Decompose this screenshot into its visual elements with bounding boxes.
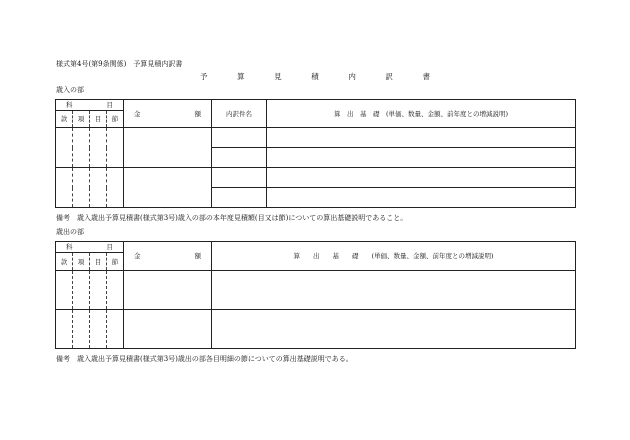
moku-cell[interactable] xyxy=(90,168,107,208)
form-number-label: 様式第4号(第9条関係) 予算見積内訳書 xyxy=(56,60,183,68)
title-char: 訳 xyxy=(385,72,393,81)
title-char: 内 xyxy=(348,72,356,81)
amount-cell[interactable] xyxy=(124,310,212,349)
item-name-cell[interactable] xyxy=(212,128,267,148)
basis-cell[interactable] xyxy=(212,310,576,349)
amount-header: 金 額 xyxy=(124,100,212,128)
kan-cell[interactable] xyxy=(56,128,73,168)
setsu-cell[interactable] xyxy=(107,168,124,208)
setsu-cell[interactable] xyxy=(107,271,124,310)
expenditure-table xyxy=(55,241,576,349)
setsu-header: 節 xyxy=(107,111,124,128)
document-title xyxy=(200,71,430,82)
basis-cell[interactable] xyxy=(267,188,576,208)
item-name-header: 内訳件名 xyxy=(212,100,267,128)
kan-cell[interactable] xyxy=(56,310,73,349)
title-char: 見 xyxy=(274,72,282,81)
amount-cell[interactable] xyxy=(124,168,212,208)
kou-cell[interactable] xyxy=(73,128,90,168)
revenue-section-label: 歳入の部 xyxy=(56,86,84,94)
kan-cell[interactable] xyxy=(56,271,73,310)
title-char: 書 xyxy=(422,72,430,81)
moku-cell[interactable] xyxy=(90,310,107,349)
moku-cell[interactable] xyxy=(90,128,107,168)
item-name-cell[interactable] xyxy=(212,188,267,208)
basis-cell[interactable] xyxy=(267,148,576,168)
kamoku-header: 科 目 xyxy=(56,242,124,253)
amount-header: 金 額 xyxy=(124,242,212,271)
item-name-cell[interactable] xyxy=(212,148,267,168)
moku-cell[interactable] xyxy=(90,271,107,310)
kan-header: 款 xyxy=(56,111,73,128)
revenue-note: 備考 歳入歳出予算見積書(様式第3号)歳入の部の本年度見積額(目又は節)についての算出基礎説明であること。 xyxy=(56,214,408,222)
expenditure-note: 備考 歳入歳出予算見積書(様式第3号)歳出の部各目明細の節についての算出基礎説明である。 xyxy=(56,355,353,363)
kou-header: 項 xyxy=(73,253,90,271)
kou-cell[interactable] xyxy=(73,271,90,310)
title-char: 積 xyxy=(311,72,319,81)
amount-cell[interactable] xyxy=(124,128,212,168)
kamoku-header: 科 目 xyxy=(56,100,124,111)
basis-cell[interactable] xyxy=(212,271,576,310)
expenditure-section-label: 歳出の部 xyxy=(56,228,84,236)
kan-header: 款 xyxy=(56,253,73,271)
basis-header: 算 出 基 礎 (単価、数量、金額、前年度との増減説明) xyxy=(267,100,576,128)
kan-cell[interactable] xyxy=(56,168,73,208)
moku-header: 目 xyxy=(90,111,107,128)
kou-cell[interactable] xyxy=(73,168,90,208)
basis-cell[interactable] xyxy=(267,168,576,188)
amount-cell[interactable] xyxy=(124,271,212,310)
title-char: 予 xyxy=(200,72,208,81)
moku-header: 目 xyxy=(90,253,107,271)
revenue-table xyxy=(55,99,576,208)
kou-header: 項 xyxy=(73,111,90,128)
item-name-cell[interactable] xyxy=(212,168,267,188)
basis-header: 算 出 基 礎 (単価、数量、金額、前年度との増減説明) xyxy=(212,242,576,271)
setsu-cell[interactable] xyxy=(107,310,124,349)
kou-cell[interactable] xyxy=(73,310,90,349)
setsu-header: 節 xyxy=(107,253,124,271)
setsu-cell[interactable] xyxy=(107,128,124,168)
basis-cell[interactable] xyxy=(267,128,576,148)
title-char: 算 xyxy=(237,72,245,81)
